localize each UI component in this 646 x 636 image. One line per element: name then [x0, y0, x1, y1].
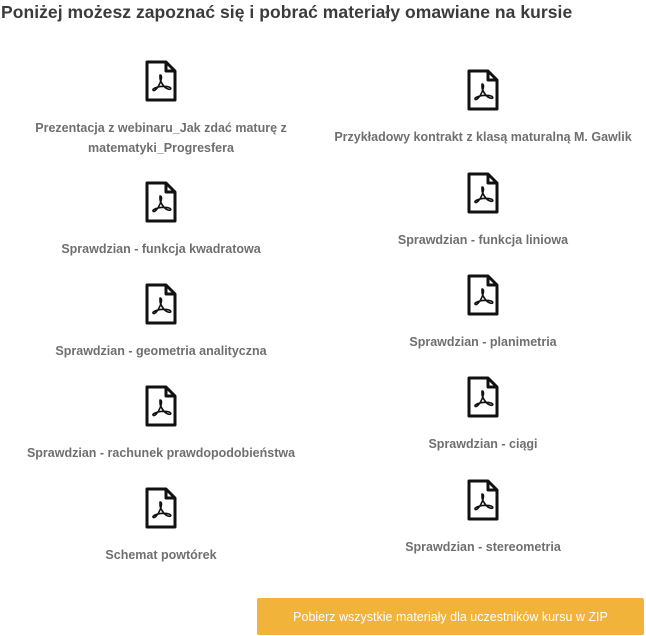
download-zip-button[interactable]: Pobierz wszystkie materiały dla uczestników kursu w ZIP [257, 598, 644, 635]
file-label: Sprawdzian - planimetria [409, 335, 557, 349]
file-item-analytic-geometry-test[interactable] [11, 282, 311, 361]
pdf-file-icon [466, 273, 500, 317]
file-item-probability-test[interactable] [11, 384, 311, 463]
file-item-class-contract[interactable] [333, 68, 633, 147]
file-label: Sprawdzian - stereometria [405, 540, 561, 554]
page-title: Poniżej możesz zapoznać się i pobrać materiały omawiane na kursie [1, 2, 573, 22]
file-label: Prezentacja z webinaru_Jak zdać maturę z matematyki_Progresfera [35, 121, 287, 155]
file-label: Sprawdzian - ciągi [428, 437, 538, 451]
pdf-file-icon [466, 478, 500, 522]
file-label: Sprawdzian - funkcja liniowa [397, 233, 569, 247]
file-item-quadratic-function-test[interactable] [11, 180, 311, 259]
pdf-file-icon [466, 171, 500, 215]
pdf-file-icon [144, 384, 178, 428]
file-item-revision-schedule[interactable] [11, 486, 311, 565]
file-item-stereometry-test[interactable] [333, 478, 633, 557]
pdf-file-icon [466, 68, 500, 112]
pdf-file-icon [144, 180, 178, 224]
file-label: Sprawdzian - rachunek prawdopodobieństwa [26, 446, 296, 460]
file-item-sequences-test[interactable] [333, 375, 633, 454]
file-label: Przykładowy kontrakt z klasą maturalną M. Gawlik [334, 130, 632, 144]
pdf-file-icon [466, 375, 500, 419]
file-label: Sprawdzian - geometria analityczna [55, 344, 267, 358]
pdf-file-icon [144, 59, 178, 103]
file-item-webinar-presentation[interactable] [11, 59, 311, 158]
file-label: Schemat powtórek [105, 548, 217, 562]
file-item-linear-function-test[interactable] [333, 171, 633, 250]
file-label: Sprawdzian - funkcja kwadratowa [61, 242, 261, 256]
file-item-planimetry-test[interactable] [333, 273, 633, 352]
pdf-file-icon [144, 486, 178, 530]
pdf-file-icon [144, 282, 178, 326]
